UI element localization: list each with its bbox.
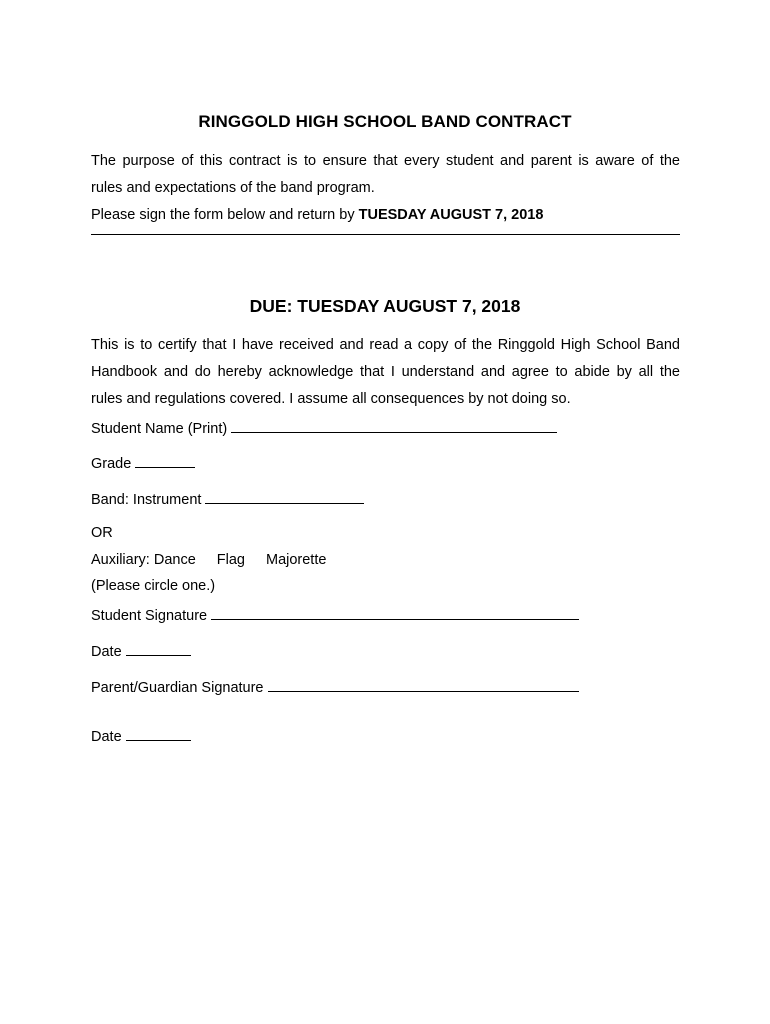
auxiliary-label: Auxiliary: Dance [91, 552, 196, 568]
student-signature-line[interactable] [211, 605, 579, 620]
section-divider [91, 234, 680, 235]
intro-return-date: TUESDAY AUGUST 7, 2018 [358, 207, 544, 223]
band-instrument-row [91, 489, 364, 508]
certify-line-3: rules and regulations covered. I assume all consequences by not doing so. [91, 391, 571, 407]
date-label-2: Date [91, 729, 122, 745]
grade-label: Grade [91, 456, 132, 472]
intro-line-3 [91, 207, 543, 223]
date-label-1: Date [91, 644, 122, 660]
circle-note: (Please circle one.) [91, 578, 216, 594]
intro-line-1: The purpose of this contract is to ensure that every student and parent is aware of the [91, 153, 680, 169]
intro-line-2: rules and expectations of the band program. [91, 180, 375, 196]
document-title: RINGGOLD HIGH SCHOOL BAND CONTRACT [198, 112, 572, 131]
auxiliary-option-majorette[interactable]: Majorette [265, 552, 327, 568]
student-name-row [91, 418, 557, 437]
certify-line-2: Handbook and do hereby acknowledge that I understand and agree to abide by all the [91, 364, 680, 380]
student-name-label: Student Name (Print) [91, 421, 228, 437]
date-row-2 [91, 726, 191, 745]
grade-line[interactable] [135, 453, 195, 468]
date-line-1[interactable] [126, 641, 191, 656]
band-instrument-label: Band: Instrument [91, 492, 202, 508]
or-label: OR [91, 525, 113, 541]
student-signature-label: Student Signature [91, 608, 208, 624]
grade-row [91, 453, 195, 472]
student-signature-row [91, 605, 579, 624]
parent-signature-row [91, 677, 579, 696]
date-line-2[interactable] [126, 726, 191, 741]
band-instrument-line[interactable] [205, 489, 364, 504]
due-heading: DUE: TUESDAY AUGUST 7, 2018 [249, 296, 521, 316]
student-name-line[interactable] [231, 418, 557, 433]
date-row-1 [91, 641, 191, 660]
parent-signature-label: Parent/Guardian Signature [91, 680, 264, 696]
intro-return-text: Please sign the form below and return by [91, 207, 355, 223]
auxiliary-option-flag[interactable]: Flag [216, 552, 245, 568]
certify-line-1: This is to certify that I have received and read a copy of the Ringgold High School Band [91, 337, 680, 353]
auxiliary-row [91, 552, 326, 568]
parent-signature-line[interactable] [268, 677, 579, 692]
